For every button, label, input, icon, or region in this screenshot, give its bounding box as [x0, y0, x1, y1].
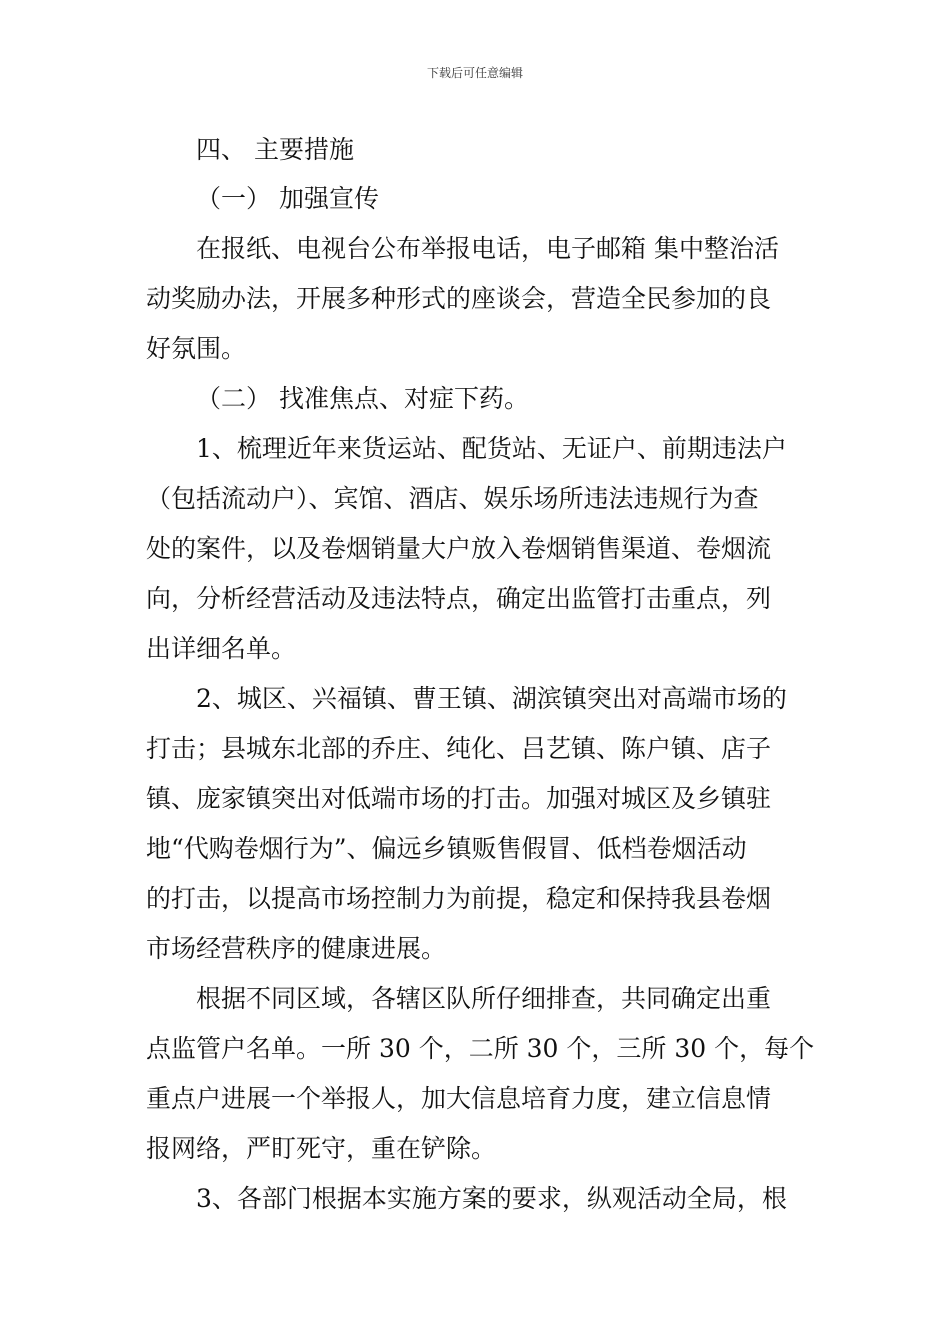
paragraph-line: （包括流动户）、宾馆、酒店、娱乐场所违法违规行为查 [146, 484, 759, 513]
paragraph-line: 打击；县城东北部的乔庄、纯化、吕艺镇、陈户镇、店子 [146, 734, 772, 763]
paragraph-line: 出详细名单。 [146, 634, 297, 663]
subsection-heading: （一） 加强宣传 [196, 184, 379, 213]
paragraph-line: 的打击，以提高市场控制力为前提，稳定和保持我县卷烟 [146, 884, 772, 913]
paragraph-line: 根据不同区域，各辖区队所仔细排查，共同确定出重 [196, 984, 772, 1013]
paragraph-line: 报网络，严盯死守，重在铲除。 [146, 1134, 497, 1163]
section-heading: 四、 主要措施 [196, 135, 354, 164]
paragraph-line: 地“代购卷烟行为”、偏远乡镇贩售假冒、低档卷烟活动 [146, 834, 747, 863]
page-header: 下载后可任意编辑 [426, 66, 523, 80]
subsection-heading: （二） 找准焦点、对症下药。 [196, 384, 529, 413]
paragraph-line: 好氛围。 [146, 334, 247, 363]
paragraph-line: 1、梳理近年来货运站、配货站、无证户、前期违法户 [196, 434, 787, 463]
paragraph-line: 2、城区、兴福镇、曹王镇、湖滨镇突出对高端市场的 [196, 684, 787, 713]
paragraph-line: 镇、庞家镇突出对低端市场的打击。加强对城区及乡镇驻 [146, 784, 772, 813]
paragraph-line: 市场经营秩序的健康进展。 [146, 934, 447, 963]
paragraph-line: 重点户进展一个举报人，加大信息培育力度，建立信息情 [146, 1084, 772, 1113]
paragraph-line: 在报纸、电视台公布举报电话，电子邮箱 集中整治活 [196, 234, 779, 263]
paragraph-line: 处的案件，以及卷烟销量大户放入卷烟销售渠道、卷烟流 [146, 534, 772, 563]
paragraph-line: 动奖励办法，开展多种形式的座谈会，营造全民参加的良 [146, 284, 772, 313]
paragraph-line: 向，分析经营活动及违法特点，确定出监管打击重点，列 [146, 584, 772, 613]
paragraph-line: 3、各部门根据本实施方案的要求，纵观活动全局，根 [196, 1184, 787, 1213]
paragraph-line: 点监管户名单。一所 30 个，二所 30 个，三所 30 个，每个 [146, 1034, 815, 1063]
